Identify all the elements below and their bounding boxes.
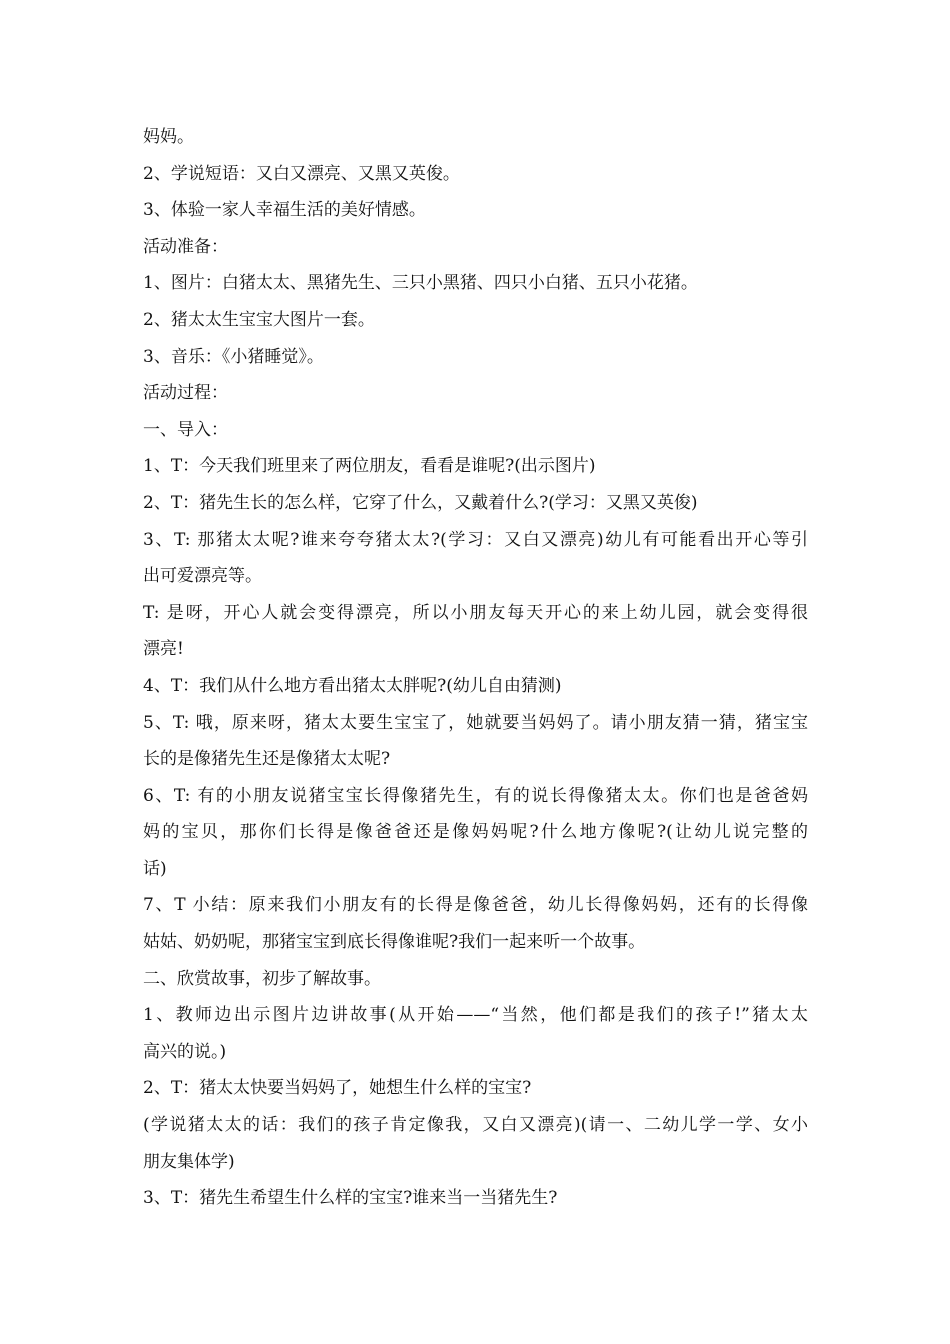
- text-line: 长的是像猪先生还是像猪太太呢?: [143, 749, 391, 770]
- text-line: 2、猪太太生宝宝大图片一套。: [143, 309, 375, 330]
- text-line: 2、学说短语：又白又漂亮、又黑又英俊。: [143, 163, 460, 184]
- text-line: 3、T: 那猪太太呢?谁来夸夸猪太太?(学习：又白又漂亮)幼儿有可能看出开心等引: [143, 529, 808, 550]
- text-line: (学说猪太太的话：我们的孩子肯定像我，又白又漂亮)(请一、二幼儿学一学、女小: [143, 1115, 808, 1136]
- text-line: 1、图片：白猪太太、黑猪先生、三只小黑猪、四只小白猪、五只小花猪。: [143, 273, 698, 294]
- text-line: 姑姑、奶奶呢，那猪宝宝到底长得像谁呢?我们一起来听一个故事。: [143, 932, 646, 953]
- text-line: T: 是呀，开心人就会变得漂亮，所以小朋友每天开心的来上幼儿园，就会变得很: [143, 602, 808, 623]
- section-heading: 二、欣赏故事，初步了解故事。: [143, 968, 381, 989]
- text-line: 5、T: 哦，原来呀，猪太太要生宝宝了，她就要当妈妈了。请小朋友猜一猜，猪宝宝: [143, 712, 808, 733]
- text-line: 3、音乐：《小猪睡觉》。: [143, 346, 324, 367]
- text-line: 2、T：猪太太快要当妈妈了，她想生什么样的宝宝?: [143, 1078, 532, 1099]
- text-line: 朋友集体学): [143, 1151, 235, 1172]
- text-line: 话): [143, 858, 167, 879]
- section-heading: 活动准备：: [143, 236, 228, 257]
- section-heading: 活动过程：: [143, 383, 228, 404]
- text-line: 4、T：我们从什么地方看出猪太太胖呢?(幼儿自由猜测): [143, 675, 562, 696]
- text-line: 3、T：猪先生希望生什么样的宝宝?谁来当一当猪先生?: [143, 1188, 558, 1209]
- text-line: 7、T 小结：原来我们小朋友有的长得是像爸爸，幼儿长得像妈妈，还有的长得像: [143, 895, 808, 916]
- text-line: 1、教师边出示图片边讲故事(从开始——“当然，他们都是我们的孩子!”猪太太: [143, 1005, 808, 1026]
- text-line: 1、T：今天我们班里来了两位朋友，看看是谁呢?(出示图片): [143, 456, 596, 477]
- text-line: 6、T: 有的小朋友说猪宝宝长得像猪先生，有的说长得像猪太太。你们也是爸爸妈: [143, 785, 808, 806]
- document-body: [143, 119, 808, 1217]
- text-line: 出可爱漂亮等。: [143, 566, 262, 587]
- text-line: 漂亮!: [143, 639, 184, 660]
- text-line: 妈妈。: [143, 127, 194, 147]
- text-line: 2、T：猪先生长的怎么样，它穿了什么，又戴着什么?(学习：又黑又英俊): [143, 492, 698, 513]
- text-line: 高兴的说。): [143, 1041, 227, 1062]
- text-line: 3、体验一家人幸福生活的美好情感。: [143, 200, 426, 221]
- text-line: 妈的宝贝，那你们长得是像爸爸还是像妈妈呢?什么地方像呢?(让幼儿说完整的: [143, 822, 808, 843]
- section-heading: 一、导入：: [143, 419, 228, 440]
